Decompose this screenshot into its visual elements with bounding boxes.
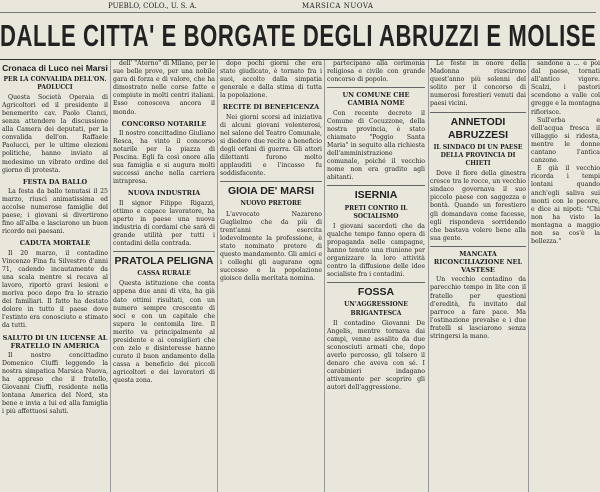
column-6 — [531, 60, 600, 492]
column-rule — [110, 60, 111, 492]
article-text: Sull'erba e dell'acqua fresca il villaggio si ridesta, mentre le donne cantano l'antica canzone. — [531, 116, 600, 165]
divider — [113, 251, 215, 252]
article-text: L'avvocato Nazareno Guglielmo che da più di trent'anni esercita lodevolmente la professione, è stato nominato pretore di questo mandamento. Gli amici e i colleghi gli augurano ogni successo e la popolazione gioisce della meritata nomina. — [220, 210, 322, 283]
article-heading: Cronaca di Luco nei Marsi — [2, 63, 108, 73]
article-text: Il nostro concittadino Giuliano Resca, ha vinto il concorso notarile per la piazza di Pescina. Egli fa così onore alla sua famiglia e si augura molti successi anche nella carriera intrapresa. — [113, 129, 215, 186]
article-text: Con recente decreto il Comune di Cocuzzone, della nostra provincia, è stato chiamato "Poggio Santa Maria" in seguito alla richiesta dell'amministrazione comunale, poiché il vecchio nome non era gradito agli abitanti. — [327, 109, 425, 182]
article-heading: MANCATA RICONCILIAZIONE NEL VASTESE — [433, 249, 523, 275]
article-text: Il contadino Giovanni De Angelis, mentre tornava dai campi, venne assalito da due sconosciuti armati che, dopo averlo percosso, gli tolsero il denaro che aveva con sé. I carabinieri indagano attivamente per scoprire gli autori dell'aggressione. — [327, 319, 425, 392]
article-text: sandone a ... e poi dal paese, tornati all'antico vigore. Scalzi, i pastori scendono a valle col gregge e la montagna rifiorisce. — [531, 60, 600, 116]
article-subheading: CASSA RURALE — [137, 270, 191, 278]
article-text: Un vecchio contadino da parecchio tempo in lite con il fratello per questioni d'eredità, fu invitato dal parroco a fare pace. Ma l'ostinazione prevalse e i due fratelli si lasciarono senza stringersi la mano. — [430, 276, 526, 340]
article-text: partecipano alla cerimonia religiosa e civile con grande concorso di popolo. — [327, 60, 425, 84]
masthead-location: PUEBLO, COLO., U. S. A. — [108, 2, 197, 10]
article-subheading: PRETI CONTRO IL SOCIALISMO — [344, 204, 408, 220]
article-subheading: NUOVO PRETORE — [240, 200, 302, 208]
column-rule — [528, 60, 529, 492]
page-headline: DALLE CITTA' E BORGATE DEGLI ABRUZZI E MOLISE — [0, 12, 596, 60]
divider — [327, 87, 425, 88]
divider — [220, 181, 322, 182]
column-5 — [430, 60, 526, 492]
column-2 — [113, 60, 215, 492]
masthead-line — [0, 0, 600, 12]
column-rule — [324, 60, 325, 492]
article-text: dopo pochi giorni che era stato giudicato, è tornato fra i suoi, accolto dalla simpatia generale e dalla stima di tutta la popolazione. — [220, 60, 322, 100]
column-rule — [217, 60, 218, 492]
column-rule — [428, 60, 429, 492]
article-text: La festa da ballo tenutasi il 25 marzo, riuscì animatissima ed accolse numerose famiglie del paese; i giovani si divertirono fino all'alba e lasciarono un buon ricordo nei paesani. — [2, 187, 108, 236]
article-text: Il 20 marzo, il contadino Vincenzo Fina fu Silvestro d'anni 71, cadendo incautamente da una scala mentre si recava al lavoro, riportò gravi lesioni e moriva poco dopo fra lo strazio dei familiari. Il fatto ha destato dolore in tutto il paese dove l'estinto era conosciuto e stimato da tutti. — [2, 249, 108, 330]
article-heading: PRATOLA PELIGNA — [114, 255, 214, 268]
article-text: Le feste in onore della Madonna riuscirono quest'anno più solenni del solito per il concorso di numerosi forestieri venuti dai paesi vicini. — [430, 60, 526, 108]
article-text: Il signor Filippo Rigazzi, ottimo e capace lavoratore, ha aperto in paese una nuova industria di cordami che sarà di grande utilità per tutti i contadini della contrada. — [113, 199, 215, 248]
divider — [430, 246, 526, 247]
article-heading: CADUTA MORTALE — [19, 239, 91, 248]
divider — [327, 185, 425, 186]
article-text: Nei giorni scorsi ad iniziativa di alcuni giovani volenterosi, nel salone del Teatro Comunale, si diedero due recite a beneficio degli orfani di guerra. Gli attori dilettanti furono molto applauditi e l'incasso fu soddisfacente. — [220, 113, 322, 178]
article-text: dell' "Aterno" di Milano, per le sue belle prove, per una nobile gara di forza e di valore, che ha dimostrato nelle corse fatte e compiute in molti centri italiani. Esso conosceva ancora il mondo. — [113, 60, 215, 116]
article-heading: UN COMUNE CHE CAMBIA NOME — [342, 91, 410, 108]
article-heading: FOSSA — [357, 286, 395, 299]
article-heading: GIOIA DE' MARSI — [227, 185, 315, 198]
divider — [430, 112, 526, 113]
article-subheading: IL SINDACO DI UN PAESE DELLA PROVINCIA DI CHIETI — [433, 143, 523, 167]
article-heading: ANNETODI ABRUZZESI — [447, 115, 509, 141]
column-4 — [327, 60, 425, 492]
article-text: E già il vecchio ricorda i tempi lontani quando anch'egli saliva sui monti con le pecore, e dice ai nipoti: "Chi non ha visto la montagna a maggio non sa cos'è la bellezza." — [531, 165, 600, 246]
article-subheading: UN'AGGRESSIONE BRIGANTESCA — [344, 301, 408, 317]
article-text: I giovani sacerdoti che da qualche tempo fanno opera di propaganda nelle campagne, hanno tenuto una riunione per organizzare la loro attività contro la diffusione delle idee socialiste fra i contadini. — [327, 222, 425, 279]
article-heading: CONCORSO NOTARILE — [121, 119, 207, 128]
article-text: Questa istituzione che conta appena due anni di vita, ha già dato ottimi risultati, con un numero sempre crescente di soci e con un capitale che supera le centomila lire. Il merito va principalmente al presidente e ai consiglieri che con zelo e disinteresse hanno curato il buon andamento della cassa a beneficio dei piccoli agricoltori e dei lavoratori di questa zona. — [113, 280, 215, 385]
article-heading: NUOVA INDUSTRIA — [127, 189, 201, 198]
article-text: Il nostro concittadino Domenico Ciuffi leggendo la nostra simpatica Marsica Nuova, ha appreso che il fratello, Giovanni Ciuffi, residente nella lontana America del Nord, sta bene e invia a lui ed alla famiglia i più affettuosi saluti. — [2, 351, 108, 416]
article-heading: RECITE DI BENEFICENZA — [222, 103, 320, 112]
article-heading: FESTA DA BALLO — [22, 177, 88, 186]
column-3 — [220, 60, 322, 492]
column-1 — [2, 60, 108, 492]
article-heading: ISERNIA — [354, 189, 398, 202]
divider — [327, 282, 425, 283]
article-text: Questa Società Operaia di Agricoltori ed il presidente il benemerito cav. Paolo Cianci, senza attendere la discussione alla Camera dei deputati, per la convalida dell'on. Raffaele Paolucci, per le ultime elezioni politiche, hanno inviato al medesimo un vibrato ordine del giorno di protesta. — [2, 93, 108, 174]
article-subheading: PER LA CONVALIDA DELL'ON. PAOLUCCI — [3, 75, 107, 91]
masthead-paper-name: MARSICA NUOVA — [302, 2, 374, 10]
article-text: Dove il fiore della ginestra cresce tra le rocce, un vecchio sindaco governava il suo piccolo paese con saggezza e bontà. Quando un forestiero gli domandava come facesse, egli rispondeva sorridendo che bastava volere bene alla sua gente. — [430, 170, 526, 242]
article-heading: SALUTO DI UN LUCENSE AL FRATELLO IN AMERICA — [2, 333, 108, 350]
